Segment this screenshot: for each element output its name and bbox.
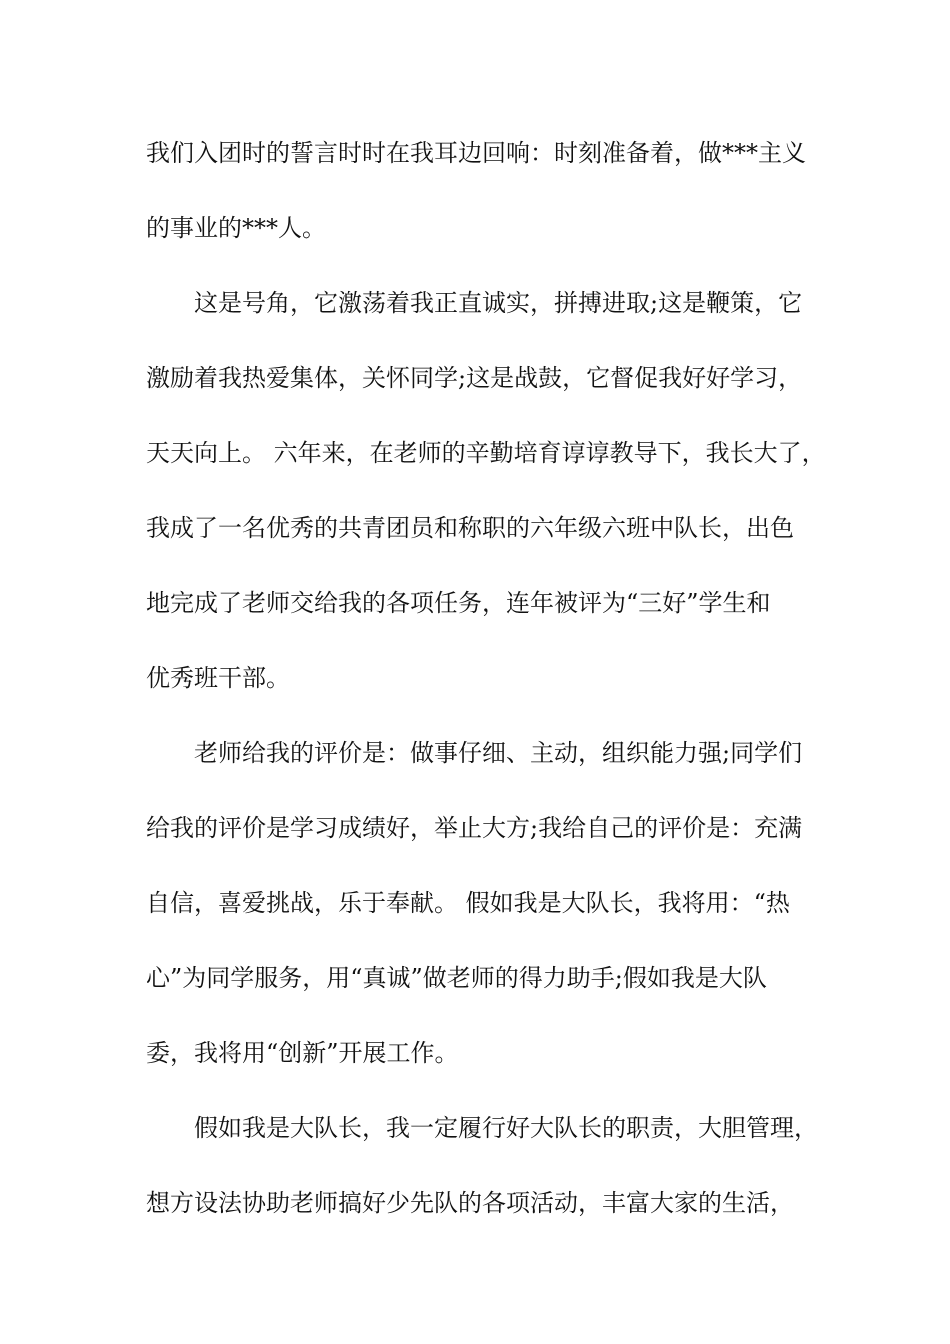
document-body bbox=[146, 128, 826, 1253]
text-line-13: 委，我将用“创新”开展工作。 bbox=[146, 1039, 459, 1067]
text-line-8: 优秀班干部。 bbox=[146, 664, 290, 692]
text-line-14: 假如我是大队长，我一定履行好大队长的职责，大胆管理， bbox=[194, 1114, 818, 1142]
text-line-4: 激励着我热爱集体，关怀同学;这是战鼓，它督促我好好学习， bbox=[146, 364, 803, 392]
text-line-7: 地完成了老师交给我的各项任务，连年被评为“三好”学生和 bbox=[146, 589, 771, 617]
text-line-6: 我成了一名优秀的共青团员和称职的六年级六班中队长，出色 bbox=[146, 514, 794, 542]
text-line-2: 的事业的***人。 bbox=[146, 214, 326, 242]
text-line-1: 我们入团时的誓言时时在我耳边回响：时刻准备着，做***主义 bbox=[146, 139, 806, 167]
text-line-10: 给我的评价是学习成绩好，举止大方;我给自己的评价是：充满 bbox=[146, 814, 803, 842]
text-line-12: 心”为同学服务，用“真诚”做老师的得力助手;假如我是大队 bbox=[146, 964, 767, 992]
text-line-15: 想方设法协助老师搞好少先队的各项活动，丰富大家的生活， bbox=[146, 1189, 794, 1217]
text-line-3: 这是号角，它激荡着我正直诚实，拼搏进取;这是鞭策，它 bbox=[194, 289, 803, 317]
text-line-9: 老师给我的评价是：做事仔细、主动，组织能力强;同学们 bbox=[194, 739, 803, 767]
text-line-5: 天天向上。 六年来，在老师的辛勤培育谆谆教导下，我长大了， bbox=[146, 439, 826, 467]
text-line-11: 自信，喜爱挑战，乐于奉献。 假如我是大队长，我将用：“热 bbox=[146, 889, 790, 917]
